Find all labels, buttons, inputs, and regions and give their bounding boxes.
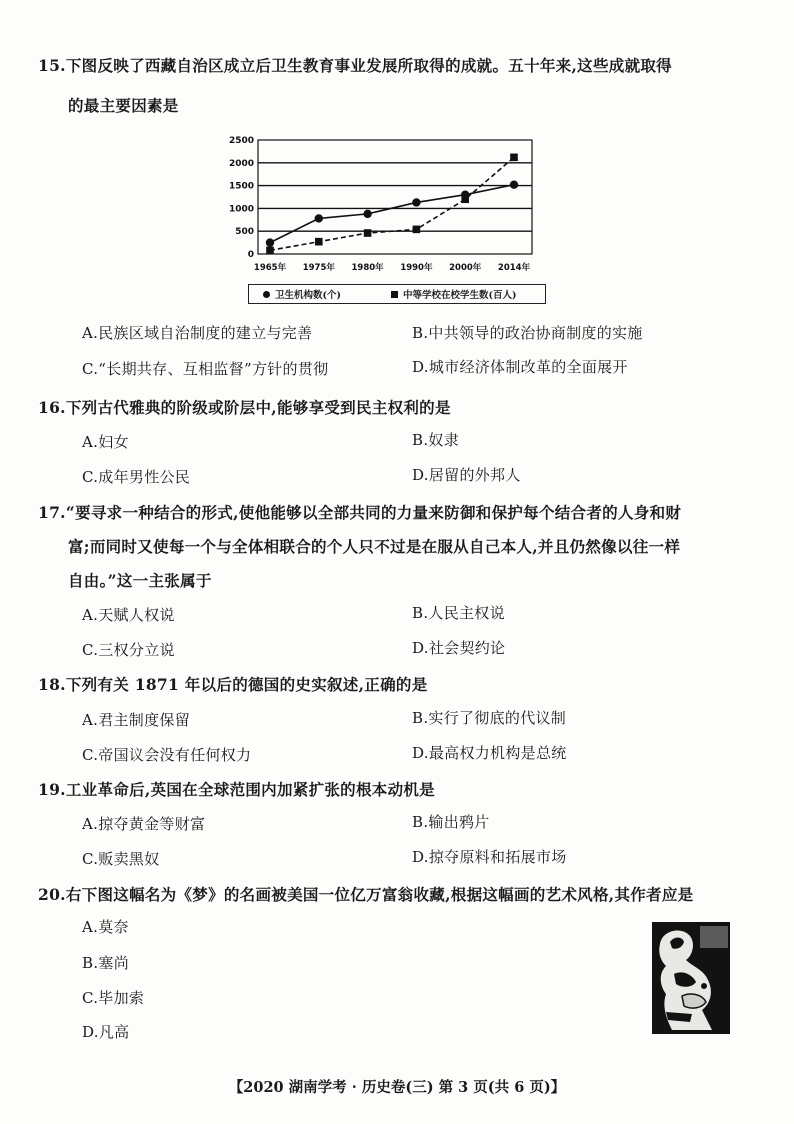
q17-stem-line1: 17.“要寻求一种结合的形式,使他能够以全部共同的力量来防御和保护每个结合者的人身和财 [38,503,682,522]
legend-label-health: 卫生机构数(个) [275,290,341,301]
page-footer: 【2020 湖南学考 · 历史卷(三) 第 3 页(共 6 页)】 [228,1079,566,1096]
x-tick-label: 2000年 [449,263,482,273]
q16-stem: 16.下列古代雅典的阶级或阶层中,能够享受到民主权利的是 [38,398,451,417]
q15-option-c[interactable]: C.“长期共存、互相监督”方针的贯彻 [82,360,329,378]
data-point-health [412,198,420,206]
q17-option-d[interactable]: D.社会契约论 [412,639,506,657]
q20-option-d: D.凡高 [82,1023,130,1041]
x-tick-label: 2014年 [497,263,531,273]
q18-option-d[interactable]: D.最高权力机构是总统 [412,744,567,762]
y-tick-label: 2500 [228,136,254,146]
x-tick-label: 1975年 [302,263,335,273]
data-point-health [510,180,518,188]
q16-option-d[interactable]: D.居留的外邦人 [412,466,521,484]
series-line-students [270,157,514,250]
q16-option-a[interactable]: A.妇女 [82,433,129,451]
q20-option-c[interactable]: C.毕加索 [82,989,145,1007]
q20-option-a[interactable]: A.莫奈 [82,918,129,936]
q17-stem-line3: 自由。”这一主张属于 [68,571,212,590]
data-point-students [266,247,274,255]
q15-option-a[interactable]: A.民族区域自治制度的建立与完善 [82,324,313,342]
y-tick-label: 2000 [228,158,254,169]
q17-option-a[interactable]: A.天赋人权说 [82,606,175,624]
data-point-students [510,154,518,162]
data-point-health [363,210,371,218]
q17-stem-line2: 富;而同时又使每一个与全体相联合的个人只不过是在服从自己本人,并且仍然像以往一样 [68,537,681,556]
q15-stem-line1: 15.下图反映了西藏自治区成立后卫生教育事业发展所取得的成就。五十年来,这些成就取得 [38,56,672,75]
q18-option-a[interactable]: A.君主制度保留 [82,711,191,729]
x-tick-label: 1990年 [400,263,433,273]
data-point-students [364,229,372,237]
q15-option-d[interactable]: D.城市经济体制改革的全面展开 [412,358,628,376]
chart-canvas [226,128,548,306]
q18-stem: 18.下列有关 1871 年以后的德国的史实叙述,正确的是 [38,675,428,694]
q20-stem: 20.右下图这幅名为《梦》的名画被美国一位亿万富翁收藏,根据这幅画的艺术风格,其作者应是 [38,885,694,904]
q15-line-chart [226,128,548,306]
legend-item-students [391,287,517,301]
q19-stem: 19.工业革命后,英国在全球范围内加紧扩张的根本动机是 [38,780,435,799]
data-point-students [461,195,469,203]
q18-option-c[interactable]: C.帝国议会没有任何权力 [82,746,252,764]
q18-option-b[interactable]: B.实行了彻底的代议制 [412,709,567,727]
chart-legend [248,284,546,304]
y-tick-label: 1000 [228,204,254,215]
q19-option-c[interactable]: C.贩卖黑奴 [82,850,160,868]
legend-label-students: 中等学校在校学生数(百人) [403,290,517,301]
q17-option-c[interactable]: C.三权分立说 [82,641,175,659]
legend-item-health [263,287,341,301]
y-tick-label: 1500 [228,181,254,192]
q19-option-d[interactable]: D.掠夺原料和拓展市场 [412,848,567,866]
q17-option-b[interactable]: B.人民主权说 [412,604,505,622]
data-point-health [266,238,274,246]
data-point-health [315,214,323,222]
x-tick-label: 1980年 [351,263,384,273]
data-point-students [413,226,421,234]
y-tick-label: 0 [247,250,254,260]
q20-option-b[interactable]: B.塞尚 [82,954,129,972]
q19-option-a[interactable]: A.掠夺黄金等财富 [82,815,206,833]
data-point-students [315,238,323,246]
square-marker-icon [391,291,398,298]
q15-option-b[interactable]: B.中共领导的政治协商制度的实施 [412,324,643,342]
y-tick-label: 500 [235,227,254,238]
plot-frame [258,140,532,254]
q16-option-c[interactable]: C.成年男性公民 [82,468,191,486]
q19-option-b[interactable]: B.输出鸦片 [412,813,490,831]
x-tick-label: 1965年 [253,263,287,273]
q15-stem-line2: 的最主要因素是 [68,96,179,115]
circle-marker-icon [263,291,270,298]
series-line-health [270,185,514,243]
q16-option-b[interactable]: B.奴隶 [412,431,459,449]
the-dream-painting-image [652,922,730,1034]
